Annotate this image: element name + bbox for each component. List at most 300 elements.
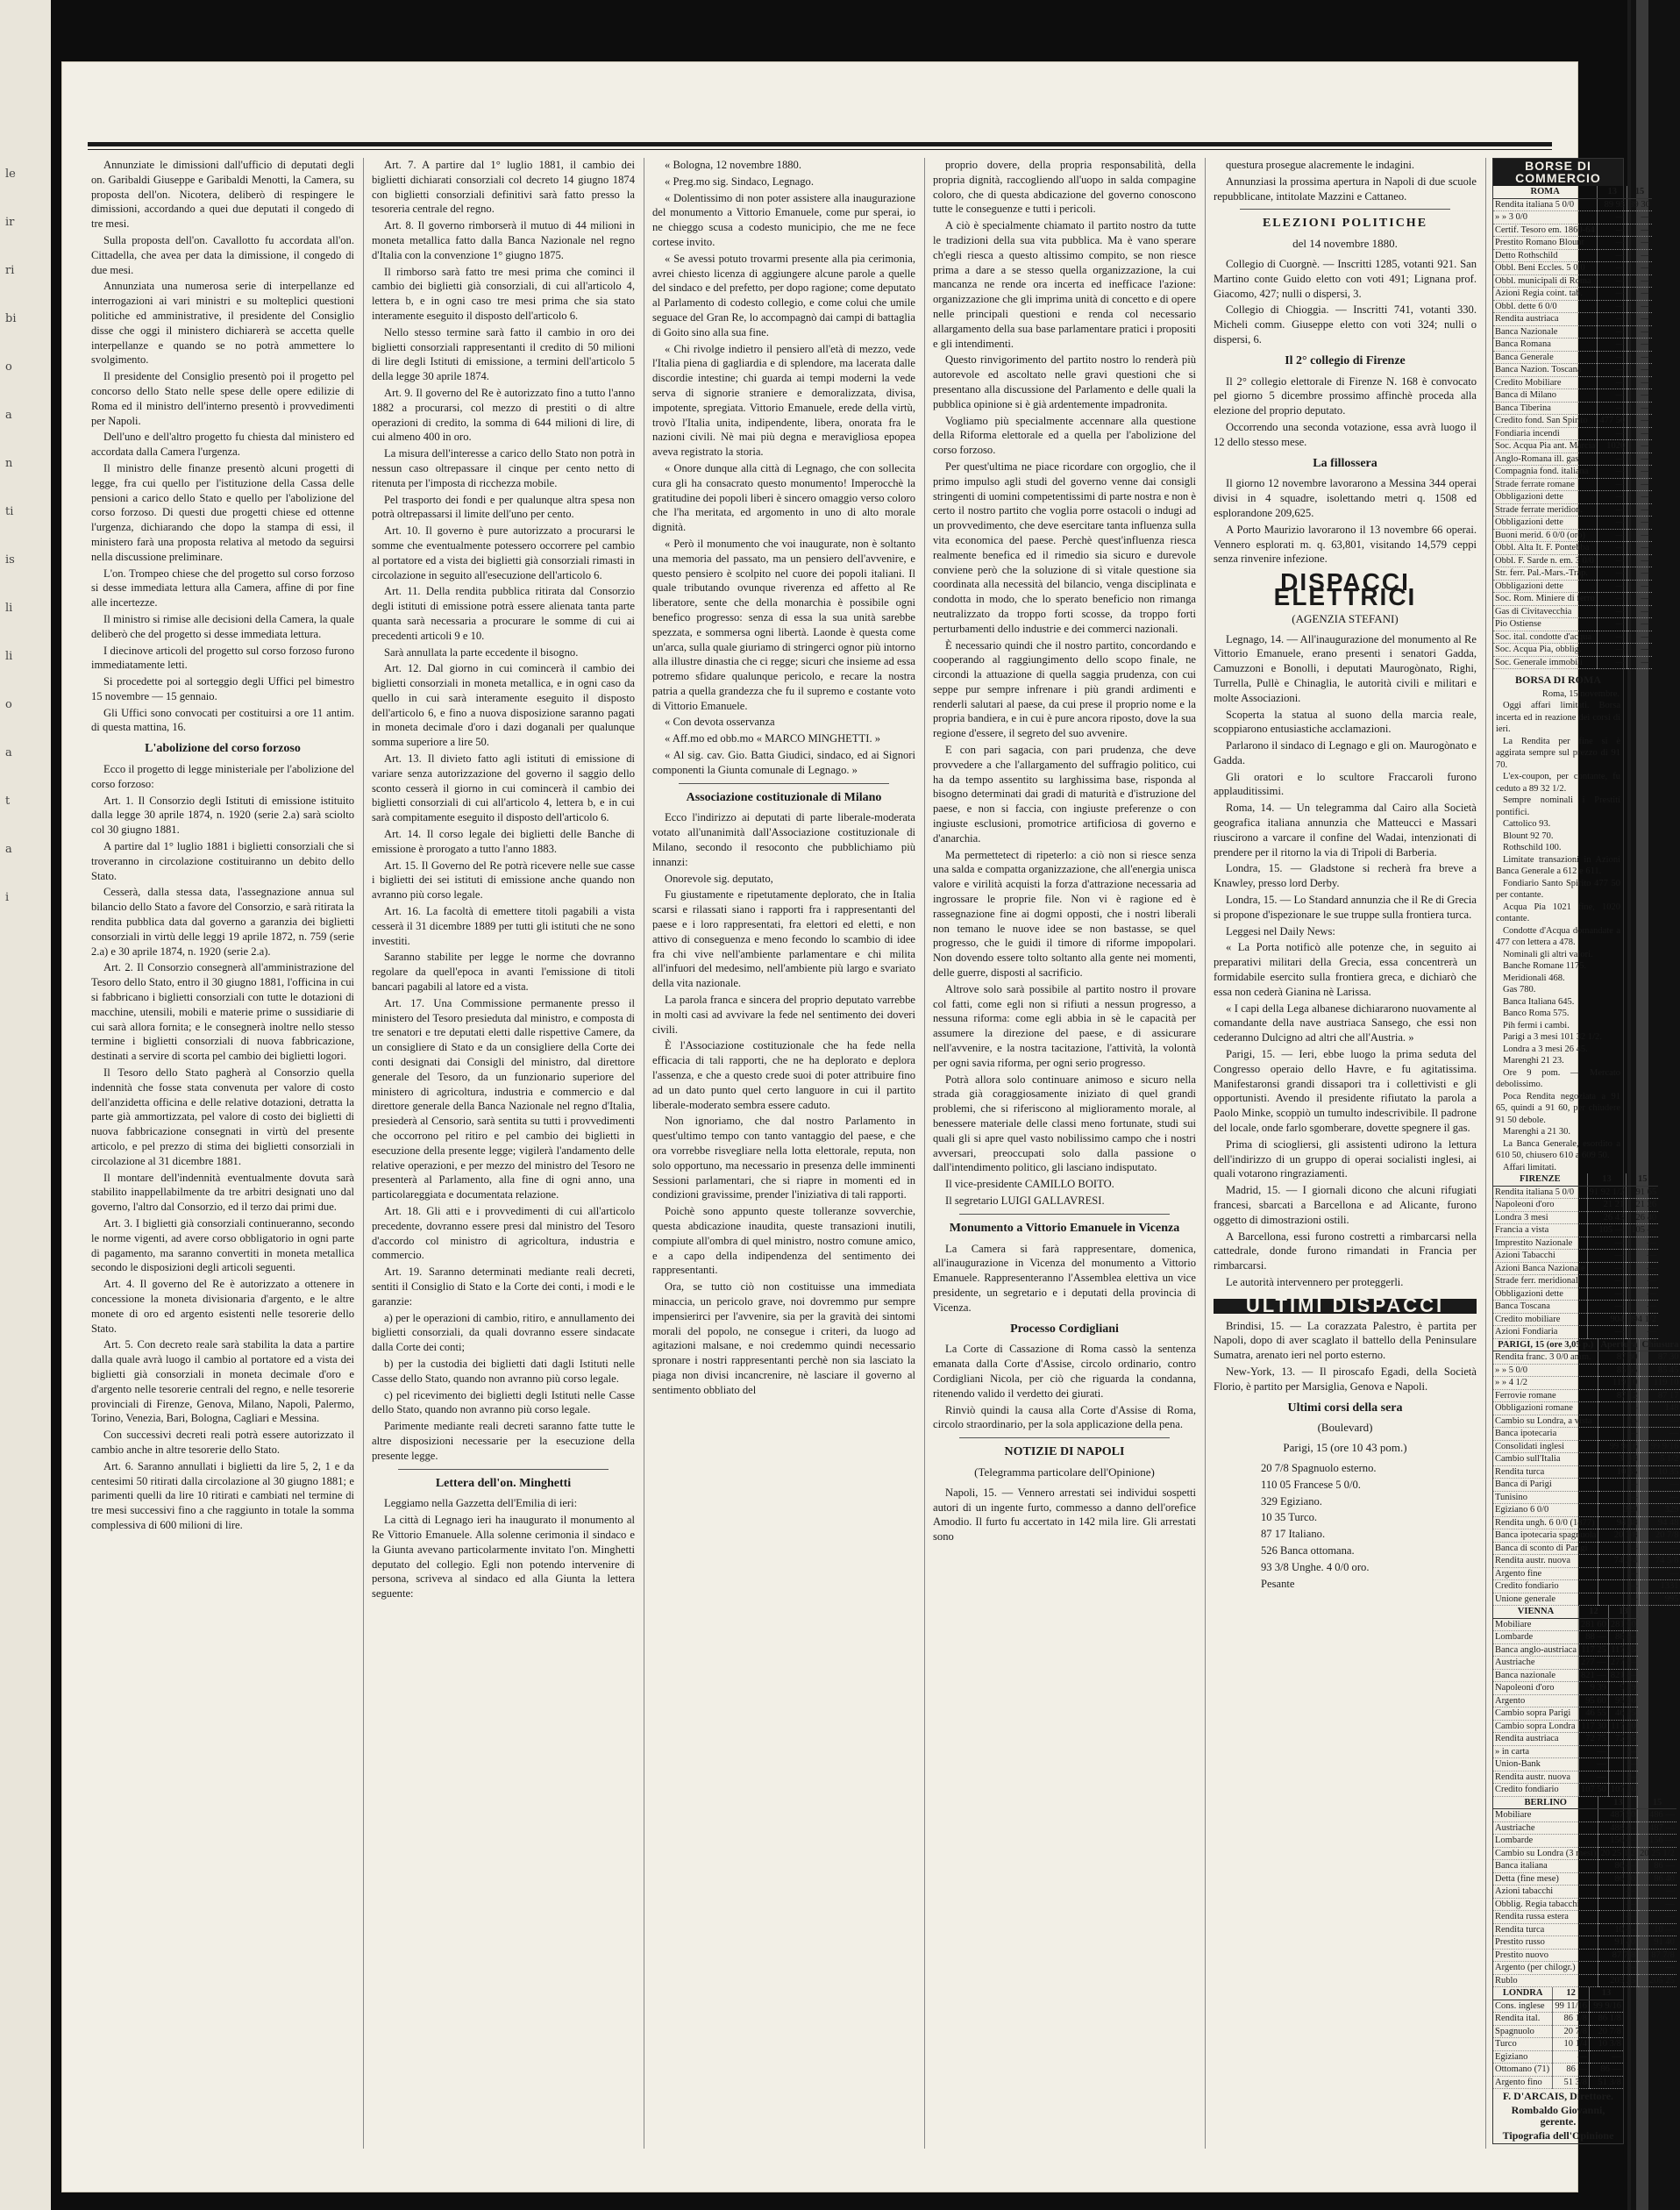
paragraph: Il ministro delle finanze presentò alcuni progetti di legge, fra cui quello per l'istituzione della Cassa delle pensioni a carico dello Stato e quello per l'abolizione del corso forzoso. Di questi due progetti chiese ed ottenne l'urgenza, dichiarando che dopo la stampa di essi, il ministero farà una proposta relativa al metodo da seguirsi nella discussione preliminare. [91, 461, 354, 563]
table-cell: 148 [1640, 1402, 1680, 1415]
table-row [1493, 503, 1652, 517]
table-cell: 51 3/8 [1590, 2076, 1624, 2089]
table-row [1493, 389, 1652, 403]
paragraph: Marenghi a 21 30. [1503, 1127, 1570, 1137]
paragraph: Madrid, 15. — I giornali dicono che alcuni rifugiati francesi, sbarcati a Barcellona e ad Alicante, furono oggetto di dimostrazioni ostili. [1214, 1184, 1477, 1226]
column-rule [1205, 158, 1206, 2149]
paragraph: Annunziate le dimissioni dall'ufficio di deputati degli on. Garibaldi Giuseppe e Garibaldi Menotti, la Camera, su proposta dell'on. Nicotera, deliberò di respingere le dimissioni, accordando a quei due deputati il congedo di tre mesi. [91, 159, 354, 231]
table-cell: 20 25 1/2 [1638, 1847, 1676, 1860]
paragraph: Sulla proposta dell'on. Cavallotto fu accordata all'on. Cittadella, che avea per data la dimissione, il congedo di due mesi. [91, 233, 354, 276]
table-cell: — [1627, 262, 1652, 275]
table-berlino [1493, 1797, 1676, 1988]
table-row [1493, 1707, 1638, 1721]
paragraph: Il vice-presidente CAMILLO BOITO. [945, 1178, 1114, 1191]
paragraph: La misura dell'interesse a carico dello Stato non potrà in nessun caso oltrepassare il cinque per cento netto di ritenuta per l'imposta di ricchezza mobile. [372, 447, 635, 489]
paragraph: Leggiamo nella Gazzetta dell'Emilia di ieri: [384, 1497, 578, 1510]
table-cell: 21 26 [1627, 1199, 1658, 1212]
paragraph: Art. 7. A partire dal 1° luglio 1881, il cambio dei biglietti dichiarati consorziali col decreto 14 giugno 1874 con biglietti consorziali definitivi sarà fatto presso la tesoreria centrale del regno. [372, 159, 635, 216]
table-cell: Austriache [1493, 1821, 1598, 1835]
table-header-cell: 12 [1579, 1606, 1609, 1618]
table-firenze [1493, 1173, 1658, 1339]
table-cell: — [1598, 1567, 1640, 1580]
fragment-text: a [5, 746, 12, 759]
table-cell: Credito fondiario [1493, 1580, 1598, 1593]
table-cell: Obblig. Regia tabacchi [1493, 1898, 1598, 1911]
table-cell: Azioni Tabacchi [1493, 1250, 1587, 1263]
table-row [1493, 1479, 1680, 1492]
paragraph: Potrà allora solo continuare animoso e sicuro nella strada già coraggiosamente iniziato di quel grandi problemi, che si riferiscono al miglioramento morale, al benessere materiale delle classi meno fortunate, studi sui quali gli si apre quel vasto nobilissimo campo che i nostri avversari, preoccupati solo dalla passione o dall'intendimento politico, gli lasciano indisputato. [933, 1073, 1196, 1174]
paragraph: Pel trasporto dei fondi e per qualunque altra spesa non potrà oltrepassarsi il limite dell'uno per cento. [372, 493, 635, 521]
table-cell: — [1590, 2050, 1624, 2064]
table-cell: Banca ipotecaria [1493, 1428, 1598, 1441]
table-cell: — [1598, 618, 1627, 631]
column-3 [652, 158, 915, 2149]
table-cell: Rendita ungh. 6 0/0 (1877) [1493, 1516, 1598, 1529]
paragraph: Art. 4. Il governo del Re è autorizzato a ottenere in concessione la moneta divisionaria d'argento, e le altre monete di oro ed argento esistenti nelle tesorerie dello Stato. [91, 1278, 354, 1335]
table-cell: 1331 [1640, 1580, 1680, 1593]
column-4-processo [933, 1342, 1196, 1432]
table-row [1493, 529, 1652, 542]
table-cell: Azioni tabacchi [1493, 1886, 1598, 1899]
table-row [1493, 1224, 1658, 1237]
table-row [1493, 1580, 1680, 1593]
table-cell: — [1598, 274, 1627, 288]
table-row [1493, 1542, 1680, 1555]
table-cell: 117 25 [1579, 1643, 1609, 1657]
column-1-article [91, 762, 354, 1533]
table-cell: — [1627, 517, 1652, 530]
paragraph: La Rendita per fine si è aggirata sempre sul prezzo di 91 70. [1496, 736, 1620, 770]
table-row [1493, 1847, 1676, 1860]
table-row [1493, 1275, 1658, 1288]
table-row [1493, 224, 1652, 237]
table-header-cell: PARIGI, 15 (ore 3,05 p.) [1493, 1339, 1598, 1351]
paragraph: La parola franca e sincera del proprio deputato varrebbe in molti casi ad avvivare la fede nel sentimento dei doveri civili. [652, 994, 915, 1036]
table-cell: — [1638, 1911, 1676, 1924]
table-cell: Azioni Regia coint. tab. [1493, 288, 1598, 301]
paragraph: Cesserà, dalla stessa data, l'assegnazione annua sul bilancio dello Stato a favore del Consorzio, e sarà ritirata la rendita pubblica data dal governo a garanzia dei biglietti consorziali in virtù delle leggi 19 aprile 1872, n. 759 (serie 2.a) e 30 aprile 1874, n. 1920 (serie 2.a). [91, 886, 354, 958]
table-cell: — [1598, 1593, 1640, 1606]
table-row [1493, 1326, 1658, 1339]
table-cell: — [1627, 618, 1652, 631]
paragraph: « Però il monumento che voi inaugurate, non è soltanto una memoria del passato, ma un pensiero dell'avvenire, e questo pensiero è scolpito nel cuore dei popoli italiani. Il quale tributando ovunque riverenza ed affetto al Re liberatore, sente che della monarchia è possibile ogni benefico progresso: senza di essa la sua unità sarebbe spezzata, e sommersa ogni libertà. Laonde è questa come un'arca, sulla quale giuriamo di stringerci ognor più intorno alla illustre dinastia che ci regge; sicuri che insieme ad essa potremo sfidare qualunque pericolo, e recare la nostra patria a quella grandezza che fu il supremo e costante voto di Vittorio Emanuele. [652, 537, 915, 712]
fillossera-paragraphs [1214, 476, 1477, 567]
table-row [1493, 1199, 1658, 1212]
paragraph: Art. 11. Della rendita pubblica ritirata dal Consorzio degli istituti di emissione potrà essere alienata tanta parte quanta sarà necessaria a procurare le somme di cui ai precedenti articoli 9 e 10. [372, 585, 635, 642]
paragraph: Questo rinvigorimento del partito nostro lo renderà più autorevole ed ascoltato nelle gravi questioni che si presentano alla discussione del Parlamento e delle quali la pubblica opinione si è già ardentemente impadronita. [933, 353, 1196, 410]
table-cell: 46 55 [1608, 1707, 1637, 1721]
paragraph: Parigi, 15. — Ieri, ebbe luogo la prima seduta del Congresso operaio dello Havre, e fu agitatissima. Manifestaronsi grandi dissapori tra i collettivisti e gli opportunisti. Avendo il presidente rifiutato la parola a Paolo Minke, scoppiò un tumulto indescrivibile. Il padrone del locale, onde farlo sgomberare, dovette spegnere il gas. [1214, 1048, 1477, 1135]
fragment-text: i [5, 891, 10, 904]
table-cell: Argento [1493, 1694, 1579, 1707]
table-cell: — [1627, 478, 1652, 491]
previous-page-edge [0, 0, 51, 2210]
table-row [1493, 618, 1652, 631]
table-row [1493, 1364, 1680, 1377]
paragraph: « Se avessi potuto trovarmi presente alla pia cerimonia, avrei chiesto licenza di aggiungere alcune parole a quelle del sindaco e del prefetto, per dopo ragione; come deputato al Parlamento di codesto collegio, e come colui che umile seguace del Gran Re, lo accompagnò dai campi di battaglia di Goito sino alla sua fine. [652, 252, 915, 339]
fragment-text: ri [5, 264, 15, 277]
paragraph: 110 05 Francese 5 0/0. [1261, 1478, 1361, 1491]
column-2 [372, 158, 635, 2149]
fragment-text: ti [5, 505, 14, 518]
fragment-text: li [5, 602, 13, 615]
table-row [1493, 198, 1652, 211]
table-cell: Banca nazionale [1493, 1669, 1579, 1682]
paragraph: A partire dal 1° luglio 1881 i biglietti consorziali che si troveranno in circolazione costituiranno un debito dello Stato. [91, 840, 354, 882]
paragraph: Brindisi, 15. — La corazzata Palestro, è partita per Napoli, dopo di aver scaglato il battello della Peninsulare Sumatra, arenato ieri nel porto esterno. [1214, 1319, 1477, 1362]
table-row [1493, 491, 1652, 504]
table-cell: Obbl. Alta It. F. Pontebba [1493, 542, 1598, 555]
table-cell: 51 3/8 [1553, 2076, 1590, 2089]
paragraph: Collegio di Cuorgnè. — Inscritti 1285, votanti 921. San Martino conte Guido eletto con voti 491; Lignana prof. Giacomo, 427; nulli o dispersi, 3. [1214, 257, 1477, 300]
table-row [1493, 1898, 1676, 1911]
table-cell: 99 11/16 [1553, 2000, 1590, 2013]
paragraph: Leggesi nel Daily News: [1226, 924, 1335, 937]
table-cell: Cambio su Londra, a vista [1493, 1415, 1598, 1428]
table-row [1493, 1745, 1638, 1758]
column-1 [91, 158, 354, 2149]
table-cell: — [1598, 478, 1627, 491]
table-row [1493, 1351, 1680, 1365]
table-cell: — [1598, 605, 1627, 618]
heading-corso-forzoso: L'abolizione del corso forzoso [145, 742, 301, 756]
table-row [1493, 1911, 1676, 1924]
heading-monumento-vicenza: Monumento a Vittorio Emanuele in Vicenza [949, 1221, 1180, 1235]
table-cell: — [1627, 389, 1652, 403]
borsa-roma-report [1493, 700, 1623, 1173]
table-cell: 105 — [1587, 1224, 1627, 1237]
table-cell: — [1627, 224, 1652, 237]
table-cell: 87 30 [1598, 1351, 1640, 1365]
table-cell: Napoleoni d'oro [1493, 1199, 1587, 1212]
table-cell: — [1598, 288, 1627, 301]
table-cell: Egiziano [1493, 2050, 1553, 2064]
table-cell: 329 [1598, 1504, 1640, 1517]
paragraph: « Preg.mo sig. Sindaco, Legnago. [665, 175, 814, 188]
table-cell: Turco [1493, 2038, 1553, 2051]
table-cell: 3 1/8 [1598, 1453, 1640, 1466]
table-row [1493, 237, 1652, 250]
table-cell: Obbligazioni romane [1493, 1402, 1598, 1415]
table-cell: Banca anglo-austriaca [1493, 1643, 1579, 1657]
table-cell: Cambio su Londra (3 mesi) [1493, 1847, 1598, 1860]
table-cell: — [1627, 605, 1652, 618]
heading-lettera-minghetti: Lettera dell'on. Minghetti [435, 1476, 572, 1490]
paragraph: Ecco l'indirizzo ai deputati di parte liberale-moderata votato all'unanimità dall'Associazione costituzionale di Milano, secondo il resoconto che pubblichiamo più innanzi: [652, 811, 915, 868]
fragment-text: a [5, 843, 12, 856]
table-header-cell: 13 [1587, 1173, 1627, 1186]
table-cell: — [1627, 542, 1652, 555]
table-cell: 85 65 [1598, 1364, 1640, 1377]
table-cell: — [1598, 529, 1627, 542]
table-row [1493, 567, 1652, 581]
paragraph: Parimente mediante reali decreti saranno fatte tutte le altre disposizioni necessarie per la esecuzione della presente legge. [372, 1420, 635, 1462]
fragment-text: o [5, 360, 12, 374]
table-header-cell: FIRENZE [1493, 1173, 1587, 1186]
table-cell: 86 — [1553, 2064, 1590, 2077]
table-cell: — [1598, 339, 1627, 352]
table-cell: 821 — [1579, 1669, 1609, 1682]
paragraph: Il segretario LUIGI GALLAVRESI. [945, 1194, 1105, 1207]
paragraph: Art. 9. Il governo del Re è autorizzato fino a tutto l'anno 1882 a procurarsi, col mezzo di prestiti o di altre operazioni di credito, la somma di 644 milioni di lire, di cui almeno 400 in oro. [372, 386, 635, 444]
paragraph: Banca Italiana 645. [1503, 996, 1575, 1007]
table-header-cell: Apertura [1598, 1339, 1640, 1351]
table-row [1493, 262, 1652, 275]
table-cell: — [1627, 1250, 1658, 1263]
table-cell: Ferrovie romane [1493, 1389, 1598, 1402]
table-cell: — [1598, 453, 1627, 466]
market-box [1492, 158, 1679, 2144]
paragraph: Gli Uffici sono convocati per costituirsi a ore 11 antim. di questa mattina, 16. [91, 706, 354, 734]
table-header-cell: LONDRA [1493, 1987, 1553, 2000]
table-cell: Argento fino [1493, 2076, 1553, 2089]
table-cell: — [1598, 1402, 1640, 1415]
table-cell: Rendita franc. 3 0/0 amm. [1493, 1351, 1598, 1365]
firenze-paragraphs [1214, 374, 1477, 450]
divider [1240, 209, 1450, 210]
table-cell: — [1598, 211, 1627, 225]
table-cell: — [1598, 1491, 1640, 1504]
column-5 [1214, 158, 1477, 2149]
subheading-telegramma: (Telegramma particolare dell'Opinione) [974, 1465, 1155, 1479]
paragraph: Il Tesoro dello Stato pagherà al Consorzio quella indennità che fosse stata convenuta per valore di costo dell'anzidetta officina e delle relative dotazioni, detratta la parte già ammortizzata, pel valore di costo dei biglietti di nuova fabbricazione consegnati in virtù del presente articolo, e pel prezzo di stima dei biglietti consorziali in circolazione al 31 dicembre 1881. [91, 1066, 354, 1167]
table-row [1493, 339, 1652, 352]
paragraph: Oggi affari limitati. Borsa incerta ed in reazione dei corsi di ieri. [1496, 701, 1620, 734]
table-cell: 46 55 [1579, 1707, 1609, 1721]
table-row [1493, 1923, 1676, 1936]
paragraph: Affari limitati. [1503, 1162, 1557, 1173]
table-cell: Ottomano (71) [1493, 2064, 1553, 2077]
table-cell: Rendita austriaca [1493, 1733, 1579, 1746]
table-cell: 86 — [1598, 1860, 1638, 1873]
table-cell: — [1598, 1962, 1638, 1975]
table-row [1493, 1313, 1658, 1326]
table-cell: 119 10 [1598, 1377, 1640, 1390]
paragraph: Fu giustamente e ripetutamente deplorato, che in Italia scarsi e rilassati siano i rapporti fra i rappresentanti del paese e i loro rappresentati, fra elettori ed eletti, e non attivo di conseguenza e meno fecondo lo scambio di idee fra chi vive nell'ambiente parlamentare e chi milita all'infuori del medesimo, nell'ambiente più largo e svariato della vita nazionale. [652, 888, 915, 990]
table-cell: — [1627, 466, 1652, 479]
table-row [1493, 415, 1652, 428]
paragraph: « I capi della Lega albanese dichiararono nuovamente al comandante della nave austriaca Sansego, che essi non cederanno Dulcigno ad altri che all'Austria. » [1214, 1002, 1477, 1044]
table-row [1493, 1809, 1676, 1822]
heading-ultimi-corsi: Ultimi corsi della sera [1287, 1401, 1403, 1415]
table-cell: — [1598, 542, 1627, 555]
table-cell: — [1627, 644, 1652, 657]
heading-collegio-firenze: Il 2° collegio di Firenze [1285, 353, 1406, 367]
table-row [1493, 1784, 1638, 1797]
table-cell: — [1608, 1758, 1637, 1772]
paragraph: « Dolentissimo di non poter assistere alla inaugurazione del monumento a Vittorio Emanuele, come pur sperai, io ne chieggo scusa a codesto municipio, che me ne fece cortese invito. [652, 191, 915, 248]
table-cell: Credito mobiliare [1493, 1313, 1587, 1326]
paragraph: « Aff.mo ed obb.mo « MARCO MINGHETTI. » [665, 732, 881, 745]
table-cell: 277 — [1579, 1657, 1609, 1670]
table-row [1493, 631, 1652, 644]
heading-borsa-roma: BORSA DI ROMA [1514, 674, 1601, 686]
footer-director: F. D'ARCAIS, Direttore. [1502, 2090, 1614, 2102]
table-cell: Banca Tiberina [1493, 402, 1598, 415]
table-cell: Soc. Acqua Pia, obblig. [1493, 644, 1598, 657]
table-cell: Cambio sopra Parigi [1493, 1707, 1579, 1721]
paragraph: Collegio di Chioggia. — Inscritti 741, votanti 330. Micheli comm. Giuseppe eletto con voti 324; nulli o dispersi, 6. [1214, 303, 1477, 346]
paragraph: 10 35 Turco. [1261, 1511, 1318, 1524]
paragraph: 329 Egiziano. [1261, 1494, 1322, 1508]
table-cell: 20 7/8 [1590, 2025, 1624, 2038]
table-cell: — [1627, 288, 1652, 301]
heading-fillossera: La fillossera [1313, 456, 1377, 470]
elezioni-results [1214, 257, 1477, 347]
paragraph: A Porto Maurizio lavorarono il 13 novembre 66 operai. Vennero esplorati m. q. 63,801, visitando 14,579 ceppi senza rinvenire infezione. [1214, 523, 1477, 566]
table-row [1493, 1504, 1680, 1517]
column-4 [933, 158, 1196, 2149]
table-cell: Azioni Banca Nazionale [1493, 1262, 1587, 1275]
table-cell: 821 — [1608, 1669, 1637, 1682]
table-cell: — [1598, 517, 1627, 530]
divider [398, 1469, 609, 1470]
table-row [1493, 1872, 1676, 1886]
paragraph: Art. 8. Il governo rimborserà il mutuo di 44 milioni in moneta metallica fatto dalla Banca Nazionale nel regno d'Italia con la convenzione 1° giugno 1875. [372, 219, 635, 261]
fragment-text: n [5, 457, 13, 470]
table-cell: — [1627, 325, 1652, 339]
paragraph: Pih fermi i cambi. [1503, 1020, 1570, 1030]
paragraph: « La Porta notificò alle potenze che, in seguito ai preparativi militari della Grecia, essa concentrerà un formidabile esercito sulla frontiera greca, e dichiarò che essa non cederà Gianina nè Larissa. [1214, 941, 1477, 998]
table-cell: 99 9/16 [1598, 1440, 1640, 1453]
table-cell: — [1598, 554, 1627, 567]
table-cell: — [1598, 1886, 1638, 1899]
table-cell: 156 — [1638, 1835, 1676, 1848]
table-cell: 117 30 [1608, 1720, 1637, 1733]
table-cell: — [1598, 1580, 1640, 1593]
table-row [1493, 1465, 1680, 1479]
table-row [1493, 1301, 1658, 1314]
table-cell: — [1627, 1275, 1658, 1288]
paragraph: Ora, se tutto ciò non costituisse una immediata minaccia, un pericolo grave, noi dovremmo pur sempre impensierirci per l'avvenire, sia per la gravità dei sintomi morali del popolo, ne consegue i criteri, da luogo ad agitazioni malsane, e noi credemmo quindi necessario spronare i nostri rappresentanti perchè non sia lasciato la piaga non divisi incancrenire, nè lasciare il governo al sentimento obbliato del [652, 1280, 915, 1396]
table-cell: Banca di Milano [1493, 389, 1598, 403]
table-cell: — [1598, 644, 1627, 657]
heading-processo-cordigliani: Processo Cordigliani [1010, 1322, 1119, 1336]
table-cell: — [1627, 1326, 1658, 1339]
table-row [1493, 1618, 1638, 1631]
table-row [1493, 2076, 1623, 2089]
table-cell: Francia a vista [1493, 1224, 1587, 1237]
table-cell: — [1640, 1491, 1680, 1504]
table-cell: — [1627, 440, 1652, 453]
previous-page-fragments [0, 0, 51, 905]
table-row [1493, 1949, 1676, 1962]
paragraph: Art. 5. Con decreto reale sarà stabilita la data a partire dalla quale avrà luogo il cambio al portatore ed a vista dei biglietti già consorziali in moneta decimale d'oro e d'argento nelle tesorerie centrali del regno, e nelle tesorerie provinciali di Firenze, Genova, Milano, Napoli, Palermo, Torino, Venezia, Bari, Bologna, Cagliari e Messina. [91, 1338, 354, 1425]
table-cell: 86 — [1638, 1860, 1676, 1873]
table-cell: 72 75 [1608, 1733, 1637, 1746]
table-cell: — [1587, 1326, 1627, 1339]
table-row [1493, 1860, 1676, 1873]
table-cell: Banca Toscana [1493, 1301, 1587, 1314]
table-header-cell: 13 [1608, 1606, 1637, 1618]
table-cell: Banca Nazionale [1493, 325, 1598, 339]
table-cell: Gas di Civitavecchia [1493, 605, 1598, 618]
paragraph: « Onore dunque alla città di Legnago, che con sollecita cura gli ha consacrato questo monumento! Imperocchè la gratitudine dei popoli liberi è sincero omaggio verso coloro che l'ha meritata, ed argomento in uno di alto morale dignità. [652, 461, 915, 534]
paragraph: Marenghi 21 23. [1503, 1056, 1564, 1066]
table-row [1493, 1593, 1680, 1606]
column-3-address [652, 810, 915, 1397]
table-cell: 94 48 [1598, 1516, 1640, 1529]
paragraph: Il presidente del Consiglio presentò poi il progetto pel concorso dello Stato nelle spese delle opere edilizie di Roma ed il ministro dell'interno presentò i provvedimenti per Napoli. [91, 370, 354, 427]
table-cell: 20 25 1/2 [1598, 1847, 1638, 1860]
table-row [1493, 2064, 1623, 2077]
paragraph: E con pari sagacia, con pari prudenza, che deve provvedere a che l'allargamento del suffragio politico, cui ha da tempo assentito su larghissima base, risponda al bisogno determinati dai gradi di maturità e d'istruzione del paese, e non si faccia, con ingiuste preferenze o con ingiuste esclusioni, promotrice artificiosa di governo e d'anarchia. [933, 744, 1196, 845]
borsa-roma-date: Roma, 15 novembre. [1541, 688, 1619, 699]
paragraph: Banco Roma 575. [1503, 1009, 1570, 1018]
table-cell: — [1598, 503, 1627, 517]
table-cell: Obbligazioni dette [1493, 1287, 1587, 1301]
table-cell: Compagnia fond. italiana [1493, 466, 1598, 479]
table-row [1493, 1936, 1676, 1950]
paragraph: Legnago, 14. — All'inaugurazione del monumento al Re Vittorio Emanuele, erano presenti i senatori Gadda, Camuzzoni e Bonolli, i deputati Maurogònato, Righi, Turrella, Pullè e Chinaglia, le autorità civili e militari e molte Associazioni. [1214, 632, 1477, 704]
table-cell: 21 21 [1587, 1199, 1627, 1212]
table-cell: 94 48 [1640, 1516, 1680, 1529]
paragraph: Il 2° collegio elettorale di Firenze N. 168 è convocato pel giorno 5 dicembre prossimo affinchè proceda alla elezione del proprio deputato. [1214, 374, 1477, 417]
table-cell: Strade ferr. meridionali [1493, 1275, 1587, 1288]
table-row [1493, 1415, 1680, 1428]
table-cell: 107 50 [1608, 1784, 1637, 1797]
table-cell: — [1627, 339, 1652, 352]
table-cell: 95 60 [1608, 1694, 1637, 1707]
paragraph: « Al sig. cav. Gio. Batta Giudici, sindaco, ed ai Signori componenti la Giunta comunale di Legnago. » [652, 749, 915, 776]
paragraph: Roma, 14. — Un telegramma dal Cairo alla Società geografica italiana annunzia che Matteucci e Massari riuscirono a varcare il confine del Wadai, intenzionati di prendere per il ritorno la via di Tripoli di Barberia. [1214, 802, 1477, 859]
table-cell: — [1627, 580, 1652, 593]
table-cell: 85 45 [1640, 1364, 1680, 1377]
market-column [1492, 158, 1679, 2149]
table-row [1493, 517, 1652, 530]
table-cell: — [1627, 503, 1652, 517]
table-row [1493, 364, 1652, 377]
table-cell: Cons. inglese [1493, 2000, 1553, 2013]
paragraph: Cattolico 93. [1503, 819, 1551, 829]
table-cell: 20 7/8 [1640, 1529, 1680, 1543]
table-cell: » » 4 1/2 [1493, 1377, 1598, 1390]
table-cell: 95 60 [1579, 1694, 1609, 1707]
table-cell: 10 1/4 [1553, 2038, 1590, 2051]
table-cell: Buoni merid. 6 0/0 (oro) [1493, 529, 1598, 542]
table-cell: — [1587, 1287, 1627, 1301]
table-cell: — [1598, 364, 1627, 377]
table-cell: 281 60 [1608, 1618, 1637, 1631]
table-row [1493, 1631, 1638, 1644]
fragment-text: a [5, 409, 12, 422]
table-cell: Imprestito Nazionale [1493, 1237, 1587, 1250]
fragment-text: ir [5, 216, 15, 229]
table-row [1493, 453, 1652, 466]
table-cell: — [1598, 313, 1627, 326]
table-cell: — [1587, 1301, 1627, 1314]
table-row [1493, 593, 1652, 606]
table-cell: 20 7/8 [1598, 1529, 1640, 1543]
table-cell: Union-Bank [1493, 1758, 1579, 1772]
table-cell: Obbl. municipali di Roma [1493, 274, 1598, 288]
table-cell: 10 — [1638, 1923, 1676, 1936]
paragraph: Banche Romane 1175. [1503, 961, 1586, 971]
table-row [1493, 1237, 1658, 1250]
paragraph: Saranno stabilite per legge le norme che dovranno regolare da quell'epoca in avanti l'emissione di titoli bancari pagabili al latore ed a vista. [372, 951, 635, 994]
table-row [1493, 1682, 1638, 1695]
paragraph: Art. 6. Saranno annullati i biglietti da lire 5, 2, 1 e da centesimi 50 ritirati dalla circolazione al 30 giugno 1881; e parimenti quelli da lire 10 ritirati e cambiati nel termine di tre mesi successivi fino a che raggiunto in totale la somma complessiva di 600 milioni di lire. [91, 1459, 354, 1531]
table-row [1493, 427, 1652, 440]
paragraph: Art. 13. Il divieto fatto agli istituti di emissione di variare senza autorizzazione del governo il saggio dello sconto cesserà il giorno in cui comincerà il cambio dei biglietti consorziali di cui all'articolo 4, lettera b, e in cui sarà compitamente eseguito il disposto dell'articolo 6. [372, 752, 635, 824]
table-cell: 904 [1587, 1313, 1627, 1326]
paragraph: Sarà annullata la parte eccedente il bisogno. [384, 645, 579, 659]
paragraph: Gas 780. [1503, 985, 1536, 994]
table-cell: 88 — [1608, 1631, 1637, 1644]
table-row [1493, 211, 1652, 225]
table-cell: 487 — [1638, 1821, 1676, 1835]
table-row [1493, 313, 1652, 326]
